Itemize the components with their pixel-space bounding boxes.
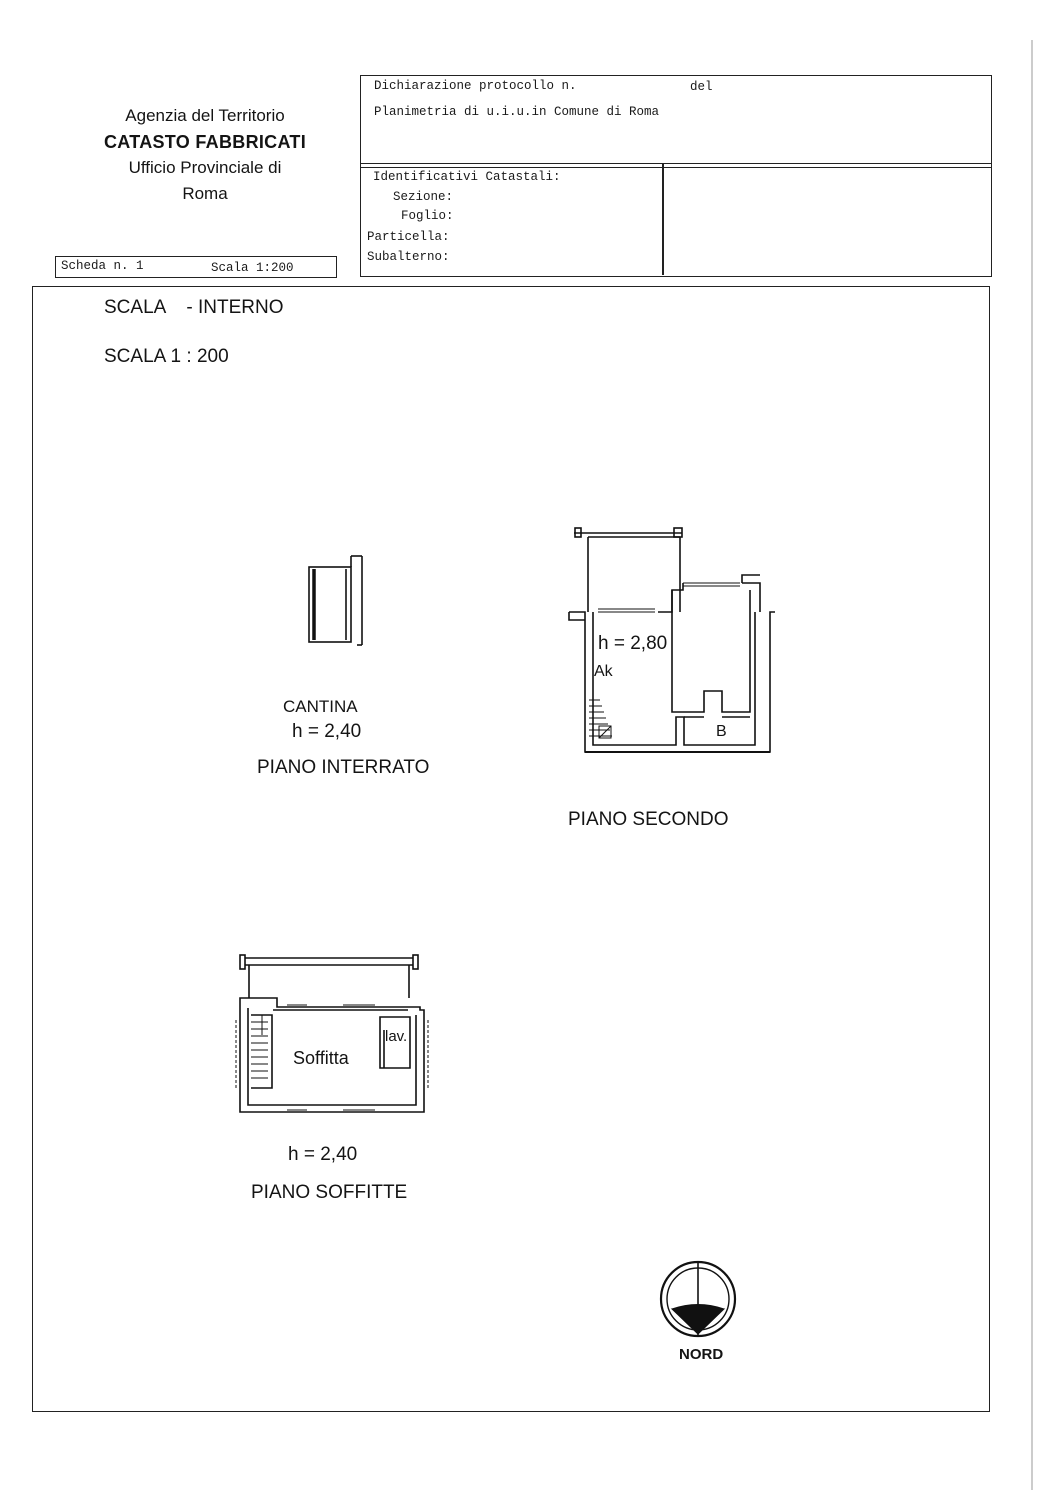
subalterno-label: Subalterno: (367, 250, 450, 264)
scheda-number: Scheda n. 1 (61, 259, 144, 273)
agency-name: Agenzia del Territorio (125, 106, 285, 125)
second-floor-label: PIANO SECONDO (568, 809, 729, 830)
basement-floor-label: PIANO INTERRATO (257, 757, 430, 778)
lav-label: lav. (385, 1028, 408, 1045)
drawing-title: SCALA - INTERNO (104, 297, 284, 318)
particella-label: Particella: (367, 230, 450, 244)
basement-height: h = 2,40 (292, 721, 362, 742)
basement-plan (309, 556, 362, 645)
drawing-scale: SCALA 1 : 200 (104, 346, 229, 367)
attic-floor-label: PIANO SOFFITTE (251, 1182, 408, 1203)
room-b-label: B (716, 723, 727, 740)
soffitta-label: Soffitta (293, 1048, 349, 1068)
protocol-label: Dichiarazione protocollo n. (374, 79, 577, 93)
scheda-scale: Scala 1:200 (211, 261, 294, 275)
room-ak-label: Ak (594, 663, 613, 680)
catasto-title: CATASTO FABBRICATI (103, 132, 307, 152)
office-label: Ufficio Provinciale di (128, 158, 282, 177)
sezione-label: Sezione: (393, 190, 454, 204)
north-label: NORD (679, 1346, 724, 1363)
second-floor-height: h = 2,80 (598, 633, 668, 654)
planimetry-label: Planimetria di u.i.u.in Comune di Roma (374, 105, 660, 119)
cantina-label: CANTINA (283, 697, 358, 716)
attic-height: h = 2,40 (288, 1144, 358, 1165)
identifiers-title: Identificativi Catastali: (373, 170, 561, 184)
foglio-label: Foglio: (401, 209, 454, 223)
north-arrow-icon (661, 1262, 735, 1336)
office-city: Roma (182, 184, 228, 203)
protocol-date-label: del (690, 80, 713, 94)
